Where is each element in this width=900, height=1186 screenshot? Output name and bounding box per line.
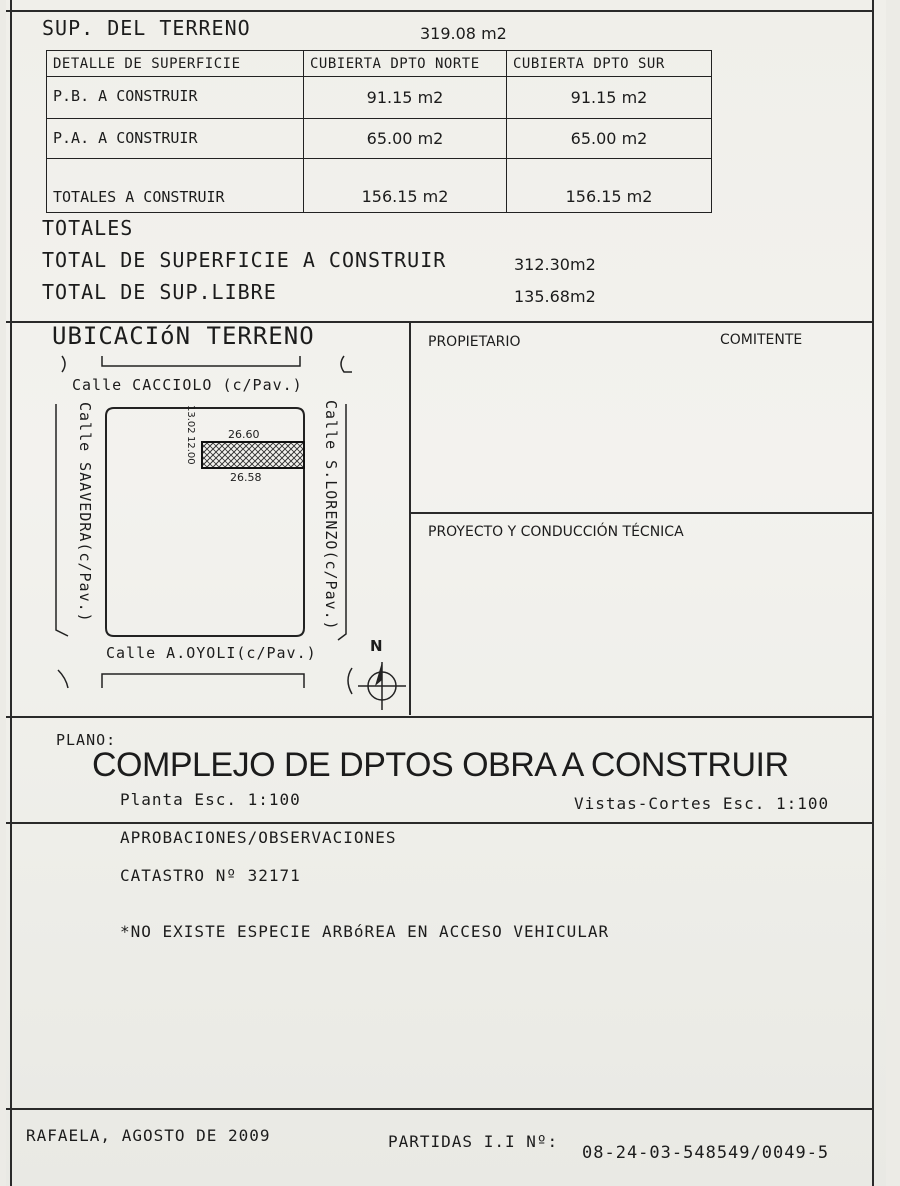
catastro: CATASTRO Nº 32171 — [120, 866, 301, 885]
sup-terreno-label: SUP. DEL TERRENO — [42, 16, 251, 40]
corner-mark — [62, 356, 65, 372]
divider-proyecto — [409, 512, 874, 514]
dim-side-1: 13.02 — [185, 405, 196, 434]
vistas-scale: Vistas-Cortes Esc. 1:100 — [574, 794, 830, 813]
street-edge-south — [102, 674, 304, 688]
plano-label: PLANO: — [56, 731, 117, 749]
street-east: Calle S.LORENZO(c/Pav.) — [322, 400, 340, 631]
corner-mark — [341, 356, 352, 372]
table-cell: 91.15 m2 — [304, 77, 507, 119]
sup-terreno-value: 319.08 m2 — [420, 24, 507, 43]
table-cell: TOTALES A CONSTRUIR — [47, 159, 304, 213]
partidas-value: 08-24-03-548549/0049-5 — [582, 1143, 830, 1163]
table-row — [47, 77, 712, 119]
street-west: Calle SAAVEDRA(c/Pav.) — [76, 402, 94, 623]
proyecto-label: PROYECTO Y CONDUCCIÓN TÉCNICA — [428, 524, 684, 540]
total-construir-label: TOTAL DE SUPERFICIE A CONSTRUIR — [42, 248, 447, 272]
nota-arborea: *NO EXISTE ESPECIE ARBóREA EN ACCESO VEHICULAR — [120, 922, 610, 941]
divider-footer — [6, 1108, 874, 1110]
north-arrow-icon — [348, 662, 406, 710]
planta-scale: Planta Esc. 1:100 — [120, 790, 301, 809]
corner-mark — [58, 670, 68, 688]
dim-side-2: 12.00 — [185, 436, 196, 465]
lot-hatched — [202, 442, 304, 468]
comitente-label: COMITENTE — [720, 332, 803, 348]
plano-title: COMPLEJO DE DPTOS OBRA A CONSTRUIR — [92, 746, 789, 784]
table-cell: 91.15 m2 — [507, 77, 712, 119]
table-cell: 156.15 m2 — [304, 159, 507, 213]
north-label: N — [370, 637, 383, 655]
dim-bottom: 26.58 — [230, 471, 262, 484]
table-cell: 65.00 m2 — [507, 119, 712, 159]
table-row — [47, 159, 712, 213]
total-construir-value: 312.30m2 — [514, 255, 596, 274]
table-cell: P.A. A CONSTRUIR — [47, 119, 304, 159]
table-cell: 156.15 m2 — [507, 159, 712, 213]
divider-plano — [6, 716, 874, 718]
lugar-fecha: RAFAELA, AGOSTO DE 2009 — [26, 1126, 271, 1145]
superficie-table — [46, 50, 712, 213]
table-cell: P.B. A CONSTRUIR — [47, 77, 304, 119]
table-header: CUBIERTA DPTO SUR — [507, 51, 712, 77]
street-edge-west — [56, 404, 68, 636]
table-cell: 65.00 m2 — [304, 119, 507, 159]
street-south: Calle A.OYOLI(c/Pav.) — [106, 644, 317, 662]
totales-label: TOTALES — [42, 216, 134, 240]
propietario-label: PROPIETARIO — [428, 334, 521, 350]
dim-top: 26.60 — [228, 428, 260, 441]
plan-sheet — [6, 0, 886, 1186]
ubicacion-title: UBICACIóN TERRENO — [52, 322, 315, 350]
total-libre-label: TOTAL DE SUP.LIBRE — [42, 280, 277, 304]
divider-aprobaciones — [6, 822, 874, 824]
aprobaciones-label: APROBACIONES/OBSERVACIONES — [120, 828, 397, 847]
table-header: CUBIERTA DPTO NORTE — [304, 51, 507, 77]
partidas-label: PARTIDAS I.I Nº: — [388, 1132, 559, 1151]
table-row — [47, 119, 712, 159]
street-north: Calle CACCIOLO (c/Pav.) — [72, 376, 303, 394]
table-header: DETALLE DE SUPERFICIE — [47, 51, 304, 77]
frame-top — [6, 10, 874, 12]
total-libre-value: 135.68m2 — [514, 287, 596, 306]
frame-right — [872, 0, 874, 1186]
divider-vertical — [409, 321, 411, 715]
street-edge-north — [102, 356, 300, 366]
